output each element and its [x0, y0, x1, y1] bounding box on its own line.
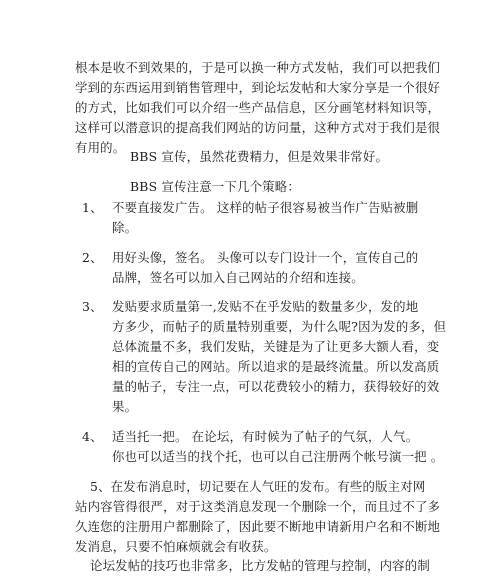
text-line: 不要直接发广告。 这样的帖子很容易被当作广告贴被删	[112, 200, 419, 215]
list-item-2	[82, 248, 447, 288]
text-line: 的方式，比如我们可以介绍一些产品信息，区分画笔材料知识等，	[75, 100, 441, 115]
text-line: 论坛发帖的技巧也非常多，比方发帖的管理与控制，内容的制	[90, 558, 430, 573]
text-line: 适当托一把。 在论坛，有时候为了帖子的气氛，人气。	[112, 429, 419, 444]
text-line: 用好头像，签名。 头像可以专门设计一个，宣传自己的	[112, 250, 419, 265]
text-line: 方多少，而帖子的质量特别重要，为什么呢?因为发的多，但	[112, 319, 447, 334]
text-line: 总体流量不多，我们发贴，关键是为了让更多大额人看，变	[112, 339, 440, 354]
text-line: 发消息，只要不怕麻烦就会有收获。	[75, 539, 277, 554]
list-item-first-line	[82, 297, 447, 317]
list-number: 4、	[82, 429, 103, 444]
list-number: 2、	[82, 250, 103, 265]
paragraph-intro	[75, 58, 441, 158]
paragraph-forum-tips	[90, 556, 445, 576]
text-line: 这样可以潜意识的提高我们网站的访问量，这种方式对于我们是很	[75, 120, 441, 135]
text-line: 相的宣传自己的网站。所以追求的是最终流量。所以发高质	[112, 359, 440, 374]
list-number: 3、	[82, 299, 103, 314]
text-line: 发贴要求质量第一,发贴不在乎发贴的数量多少，发的地	[112, 299, 419, 314]
text-line: 果。	[112, 399, 138, 414]
text-line: 有用的。	[75, 140, 126, 155]
text-line: 品牌，签名可以加入自己网站的介绍和连接。	[112, 270, 364, 285]
text-line: 站内容管得很严，对于这类消息发现一个删除一个，而且过不了多	[75, 499, 441, 514]
text-line: 久连您的注册用户都删除了，因此要不断地申请新用户名和不断地	[75, 519, 441, 534]
paragraph-bbs-summary: BBS 宣传，虽然花费精力，但是效果非常好。	[130, 149, 389, 164]
list-item-first-line	[82, 248, 447, 268]
text-line: 你也可以适当的找个托，也可以自己注册两个帐号演一把 。	[112, 449, 444, 464]
text-line: 5、在发布消息时，切记要在人气旺的发布。有些的版主对网	[90, 479, 426, 494]
list-number: 1、	[82, 200, 103, 215]
paragraph-strategy-heading: BBS 宣传注意一下几个策略：	[130, 179, 300, 194]
paragraph-item-5-cont	[75, 497, 441, 557]
text-line: 根本是收不到效果的，于是可以换一种方式发帖，我们可以把我们	[75, 60, 441, 75]
text-line: 学到的东西运用到销售管理中，到论坛发帖和大家分享是一个很好	[75, 80, 441, 95]
list-item-4	[82, 427, 447, 467]
list-item-3	[82, 297, 447, 417]
list-item-first-line	[82, 427, 447, 447]
list-item-1	[82, 198, 447, 238]
list-item-first-line	[82, 198, 447, 218]
paragraph-item-5	[90, 477, 445, 497]
text-line: 除。	[112, 220, 138, 235]
text-line: 量的帖子，专注一点，可以花费较小的精力，获得较好的效	[112, 379, 440, 394]
